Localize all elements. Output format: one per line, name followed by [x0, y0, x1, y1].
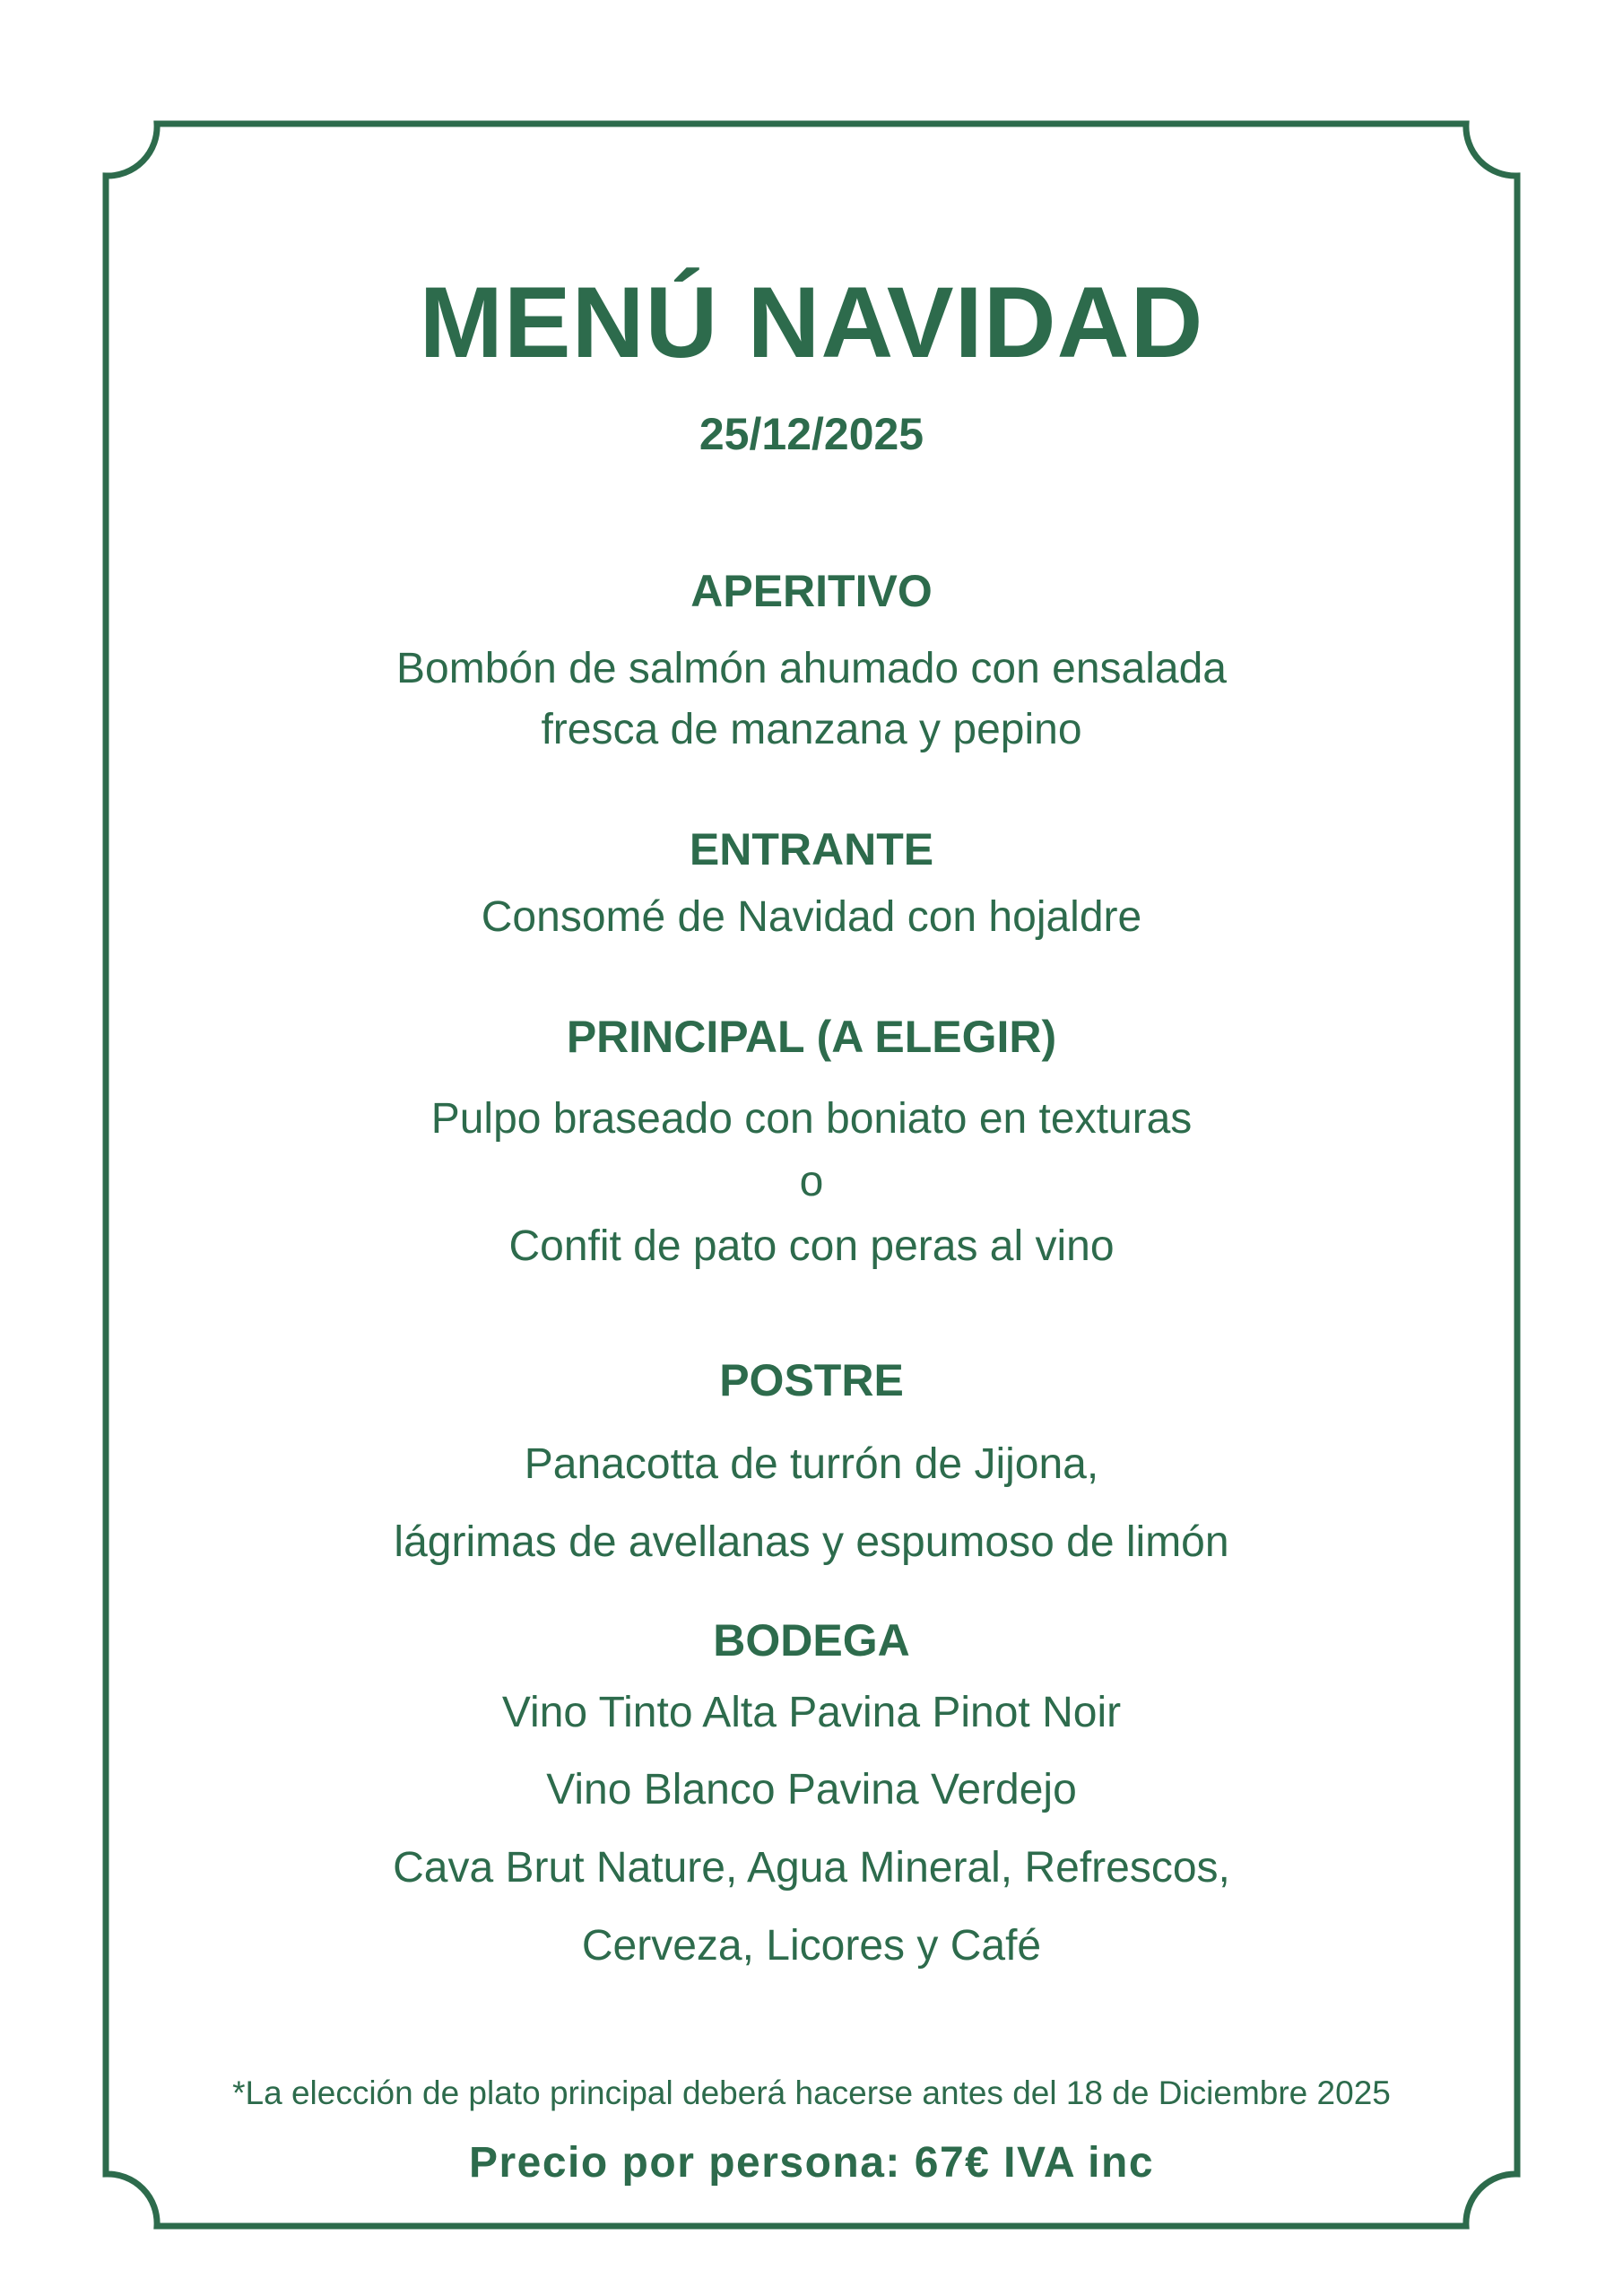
- dish-line: fresca de manzana y pepino: [541, 706, 1082, 753]
- section-heading-aperitivo: APERITIVO: [690, 566, 933, 616]
- section-heading-postre: POSTRE: [719, 1355, 904, 1405]
- dish-line: lágrimas de avellanas y espumoso de limón: [394, 1518, 1229, 1566]
- menu-date: 25/12/2025: [699, 409, 924, 459]
- wine-line: Cava Brut Nature, Agua Mineral, Refrescos,: [393, 1844, 1230, 1892]
- dish-line: Confit de pato con peras al vino: [508, 1222, 1115, 1270]
- dish-line: Panacotta de turrón de Jijona,: [524, 1440, 1099, 1488]
- dish-line: o: [799, 1158, 824, 1205]
- footnote: *La elección de plato principal deberá hacerse antes del 18 de Diciembre 2025: [232, 2074, 1391, 2111]
- section-heading-entrante: ENTRANTE: [689, 824, 934, 874]
- section-heading-principal: PRINCIPAL (A ELEGIR): [566, 1012, 1057, 1062]
- dish-line: Bombón de salmón ahumado con ensalada: [396, 645, 1227, 692]
- wine-line: Cerveza, Licores y Café: [581, 1922, 1042, 1970]
- price-line: Precio por persona: 67€ IVA inc: [468, 2139, 1155, 2187]
- menu-title: MENÚ NAVIDAD: [419, 266, 1204, 378]
- dish-line: Pulpo braseado con boniato en texturas: [430, 1095, 1193, 1143]
- wine-line: Vino Tinto Alta Pavina Pinot Noir: [501, 1689, 1122, 1736]
- wine-line: Vino Blanco Pavina Verdejo: [546, 1766, 1077, 1813]
- dish-line: Consomé de Navidad con hojaldre: [481, 893, 1142, 941]
- section-heading-bodega: BODEGA: [713, 1615, 910, 1665]
